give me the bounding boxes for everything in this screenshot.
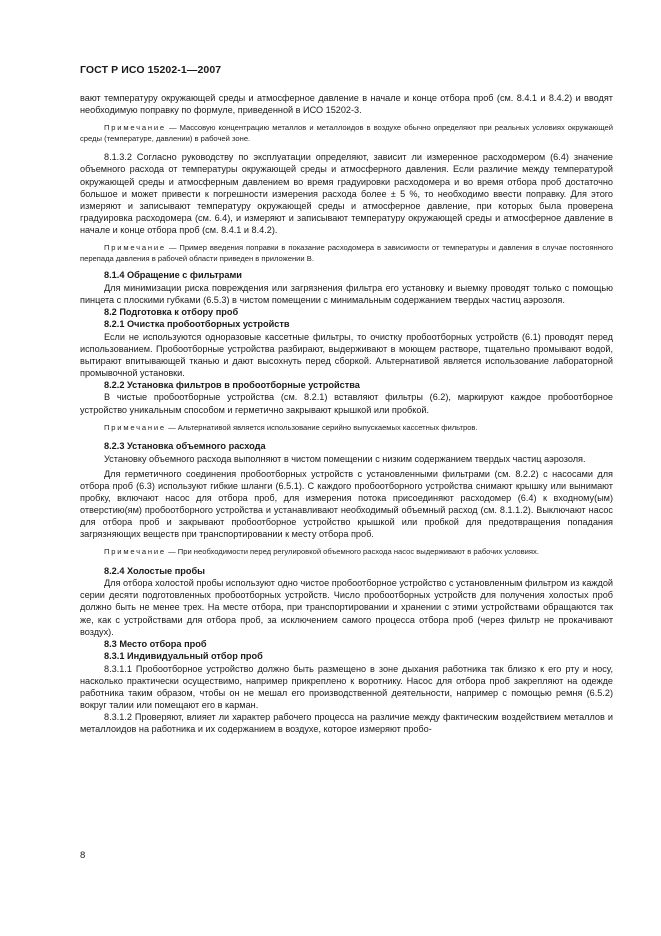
section-heading: 8.2 Подготовка к отбору проб (104, 306, 239, 317)
section-heading: 8.2.3 Установка объемного расхода (104, 441, 266, 452)
paragraph: 8.1.3.2 Согласно руководству по эксплуатации определяют, зависит ли измеренное расходомером (6.4) значение объемного расхода от температуры окружающей среды и атмосферного давления. Если различие между температурой окружающей среды и атмосферным давлением во время градуировки расходомера и во время отбора проб достаточно большое и может привести к погрешности измерения расхода более ± 5 %, то необходимо ввести поправку. Для этого измеряют и записывают температуру окружающей среды и атмосферное давление, при которых была проверена градуировка расходомера (см. 6.4), и измеряют и записывают температуру окружающей среды и атмосферное давление в начале и конце отбора проб (см. 8.4.1 и 8.4.2). (80, 152, 613, 235)
note-text: — Массовую концентрацию металлов и металлоидов в воздухе обычно определяют при реальных условиях окружающей среды (температуре, давлении) в рабочей зоне. (80, 123, 613, 143)
section-heading: 8.2.1 Очистка пробоотборных устройств (104, 319, 290, 330)
section-heading: 8.3 Место отбора проб (104, 638, 207, 649)
note (80, 547, 613, 558)
paragraph: 8.3.1.1 Пробоотборное устройство должно быть размещено в зоне дыхания работника так близко к его рту и носу, насколько практически осуществимо, например прикреплено к воротнику. Насос для отбора проб закрепляют на одежде работника таким образом, чтобы он не мешал его производственной деятельности, например с помощью ремня (6.5.2) вокруг талии или помещают его в карман. (80, 663, 613, 710)
note-label: Примечание (104, 422, 166, 432)
paragraph: Для минимизации риска повреждения или загрязнения фильтра его установку и выемку проводят только с помощью пинцета с плоскими губками (6.5.3) в чистом помещении с минимальным содержанием твердых частиц аэрозоля. (80, 282, 613, 305)
section-heading: 8.2.2 Установка фильтров в пробоотборные устройства (104, 380, 360, 390)
paragraph: Для отбора холостой пробы используют одно чистое пробоотборное устройство с установленным фильтром из каждой серии десяти подготовленных пробоотборных устройств. Число пробоотборных устройств для получения холостых проб должно быть не менее трех. На месте отбора, при транспортировании и хранении с этими устройствами обращаются так же, как с устройствами для отбора проб, за исключением самого процесса отбора проб (через фильтр не прокачивают воздух). (80, 578, 613, 637)
paragraph: вают температуру окружающей среды и атмосферное давление в начале и конце отбора проб (см. 8.4.1 и 8.4.2) и вводят необходимую поправку по формуле, приведенной в ИСО 15202-3. (80, 93, 613, 116)
note (80, 123, 613, 144)
section-heading: 8.2.4 Холостые пробы (104, 565, 205, 576)
note-text: — Альтернативой является использование серийно выпускаемых кассетных фильтров. (165, 422, 478, 432)
paragraph: Для герметичного соединения пробоотборных устройств с установленными фильтрами (см. 8.2.2) с насосами для отбора проб (6.3) используют гибкие шланги (6.5.1). С каждого пробоотборного устройства снимают крышку или вынимают пробку, включают насос для отбора проб, для измерения потока присоединяют расходомер (6.4) к входному(ым) отверстию(ям) пробоотборного устройства и устанавливают необходимый объемный расход (см. 8.1.1.2). Выключают насос для отбора проб и закрывают пробоотборное устройство крышкой или пробкой для предотвращения попадания загрязняющих веществ при транспортировании к месту отбора проб. (80, 468, 613, 540)
paragraph: Если не используются одноразовые кассетные фильтры, то очистку пробоотборных устройств (6.1) проводят перед использованием. Пробоотборные устройства разбирают, выдерживают в моющем растворе, тщательно промывают водой, вытирают впитывающей тканью и дают высохнуть перед сборкой. Альтернативой является использование лабораторной промывочной установки. (80, 331, 613, 378)
note-text: — При необходимости перед регулировкой объемного расхода насос выдерживают в рабочих условиях. (165, 547, 539, 557)
section-heading: 8.3.1 Индивидуальный отбор проб (104, 651, 263, 662)
note-text: — Пример введения поправки в показание расходомера в зависимости от температуры и давления в случае постоянного перепада давления в рабочей области приведен в приложении В. (80, 243, 613, 263)
note-label: Примечание (104, 547, 166, 557)
document-body (80, 92, 613, 735)
section-heading: 8.1.4 Обращение с фильтрами (104, 270, 242, 281)
paragraph: 8.3.1.2 Проверяют, влияет ли характер рабочего процесса на различие между фактическим воздействием металлов и металлоидов на работника и их содержанием в воздухе, которое измеряют пробо- (80, 711, 613, 734)
paragraph: Установку объемного расхода выполняют в чистом помещении с низким содержанием твердых частиц аэрозоля. (104, 453, 586, 464)
paragraph: В чистые пробоотборные устройства (см. 8.2.1) вставляют фильтры (6.2), маркируют каждое пробоотборное устройство уникальным способом и герметично закрывают крышкой или пробкой. (80, 392, 613, 415)
page-number: 8 (80, 850, 86, 861)
note-label: Примечание (104, 123, 166, 133)
note-label: Примечание (104, 243, 166, 253)
note (80, 423, 613, 434)
page-header: ГОСТ Р ИСО 15202-1—2007 (80, 64, 222, 76)
note (80, 243, 613, 264)
